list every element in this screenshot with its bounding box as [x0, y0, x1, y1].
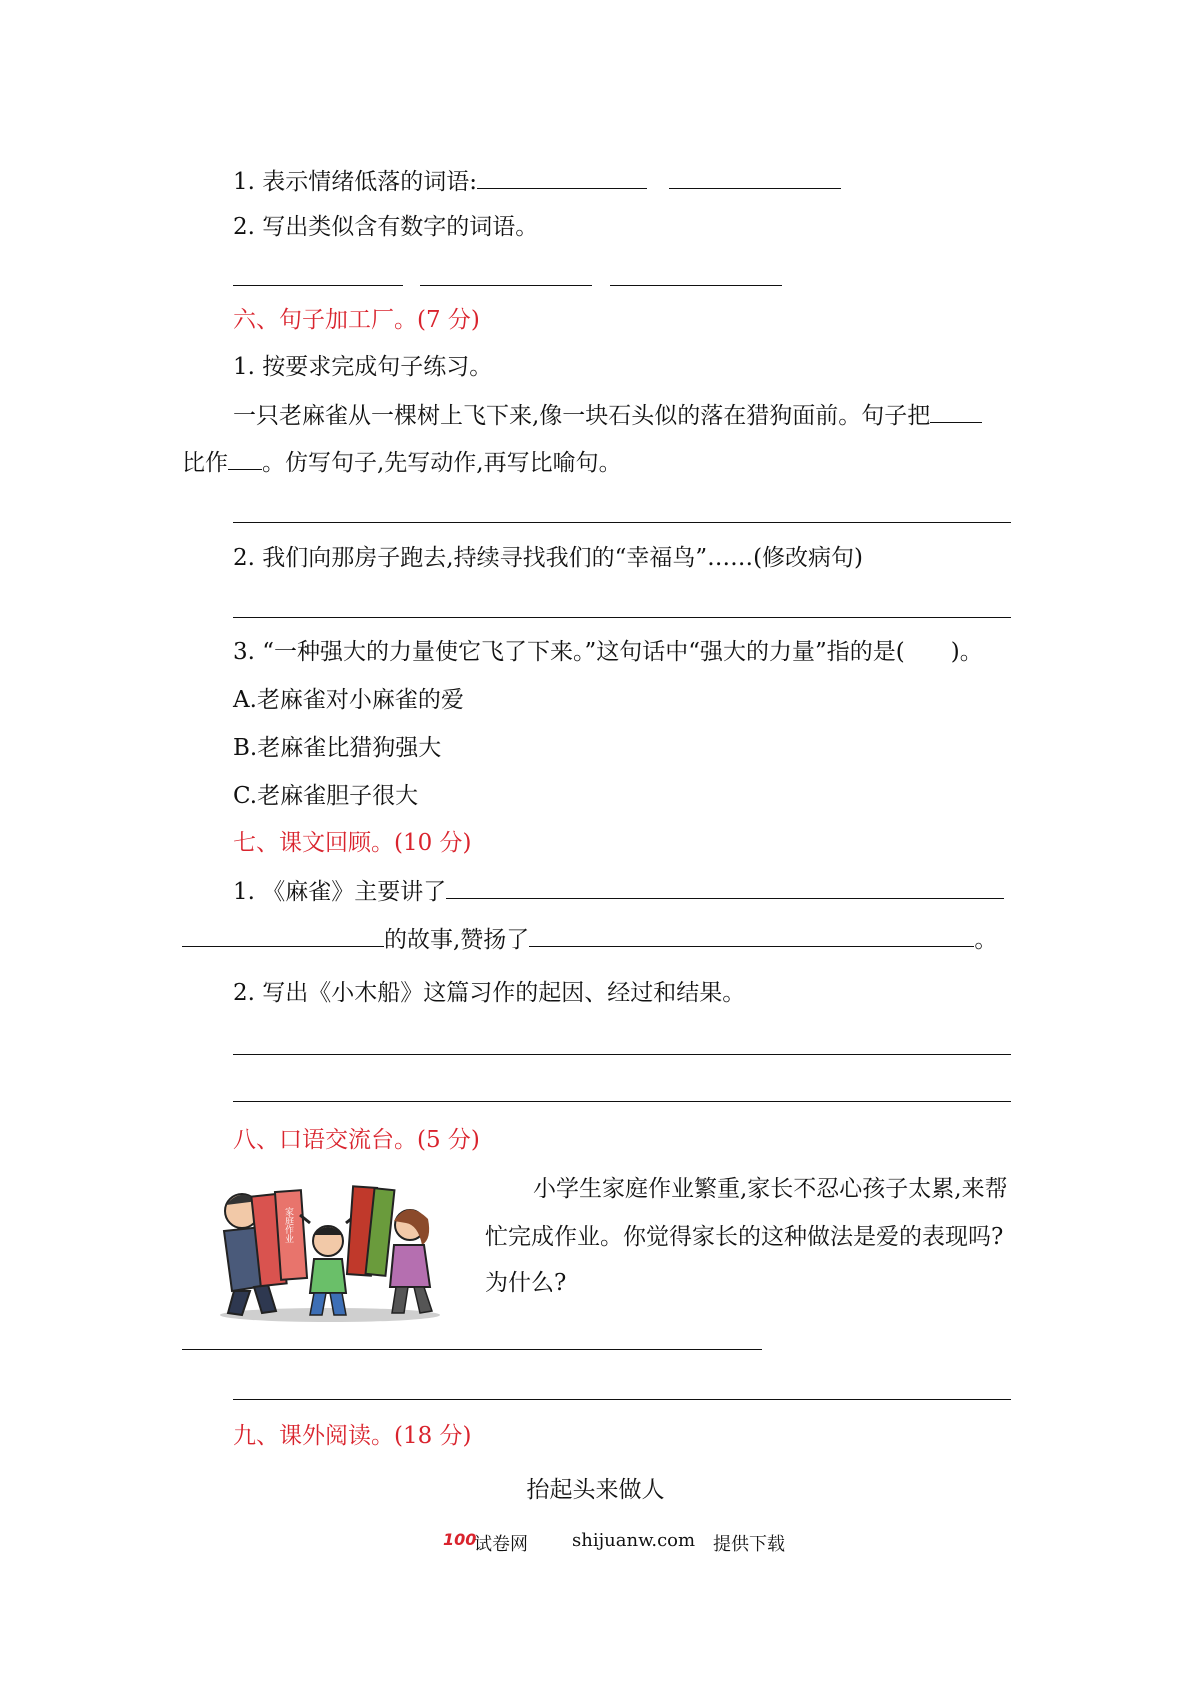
- s8-paragraph-line2: 忙完成作业。你觉得家长的这种做法是爱的表现吗?: [485, 1224, 1004, 1250]
- book-label: 家庭作业: [283, 1207, 293, 1243]
- answer-blank[interactable]: [228, 447, 262, 470]
- answer-blank[interactable]: [182, 924, 384, 947]
- s6-item2: 2. 我们向那房子跑去,持续寻找我们的“幸福鸟”……(修改病句): [233, 545, 864, 571]
- s6-item1-text-cont: 比作 。仿写句子,先写动作,再写比喻句。: [182, 447, 622, 478]
- s6-item1: 1. 按要求完成句子练习。: [233, 354, 493, 380]
- section-6-heading: 六、句子加工厂。(7 分): [233, 307, 480, 333]
- s8-paragraph-line1: 小学生家庭作业繁重,家长不忍心孩子太累,来帮: [533, 1176, 1008, 1202]
- answer-line[interactable]: [233, 617, 1011, 618]
- footer-note: 提供下载: [713, 1534, 785, 1555]
- option-c: C.老麻雀胆子很大: [233, 783, 419, 809]
- s7-item2: 2. 写出《小木船》这篇习作的起因、经过和结果。: [233, 980, 746, 1006]
- answer-blank[interactable]: [610, 285, 782, 286]
- option-a: A.老麻雀对小麻雀的爱: [233, 687, 464, 713]
- answer-blank[interactable]: [529, 924, 974, 947]
- answer-blank[interactable]: [669, 166, 841, 189]
- answer-line[interactable]: [233, 1054, 1011, 1055]
- answer-line[interactable]: [233, 522, 1011, 523]
- answer-line[interactable]: [233, 1101, 1011, 1102]
- parents-homework-illustration: [210, 1175, 450, 1325]
- section-9-heading: 九、课外阅读。(18 分): [233, 1423, 472, 1449]
- s7-item1: 1. 《麻雀》主要讲了: [233, 876, 1004, 907]
- logo-number: 100: [443, 1530, 477, 1549]
- s6-item1-text: 一只老麻雀从一棵树上飞下来,像一块石头似的落在猎狗面前。句子把: [233, 400, 982, 431]
- answer-line[interactable]: [182, 1349, 762, 1350]
- s7-item1-cont: 的故事,赞扬了 。: [182, 924, 997, 955]
- answer-blank[interactable]: [446, 876, 1004, 899]
- s6-item3: 3. “一种强大的力量使它飞了下来。”这句话中“强大的力量”指的是( )。: [233, 639, 983, 665]
- answer-blank[interactable]: [477, 166, 647, 189]
- section-7-heading: 七、课文回顾。(10 分): [233, 830, 472, 856]
- s8-paragraph-line3: 为什么?: [485, 1270, 567, 1296]
- q5-item2: 2. 写出类似含有数字的词语。: [233, 214, 539, 240]
- section-8-heading: 八、口语交流台。(5 分): [233, 1127, 480, 1153]
- answer-blank[interactable]: [930, 400, 982, 423]
- logo-text: 试卷网: [474, 1534, 528, 1555]
- q5-item1: 1. 表示情绪低落的词语:: [233, 166, 841, 197]
- answer-blank[interactable]: [233, 285, 403, 286]
- answer-line[interactable]: [233, 1399, 1011, 1400]
- site-url[interactable]: shijuanw.com: [572, 1530, 696, 1551]
- option-b: B.老麻雀比猎狗强大: [233, 735, 442, 761]
- article-title: 抬起头来做人: [526, 1477, 665, 1503]
- answer-blank[interactable]: [420, 285, 592, 286]
